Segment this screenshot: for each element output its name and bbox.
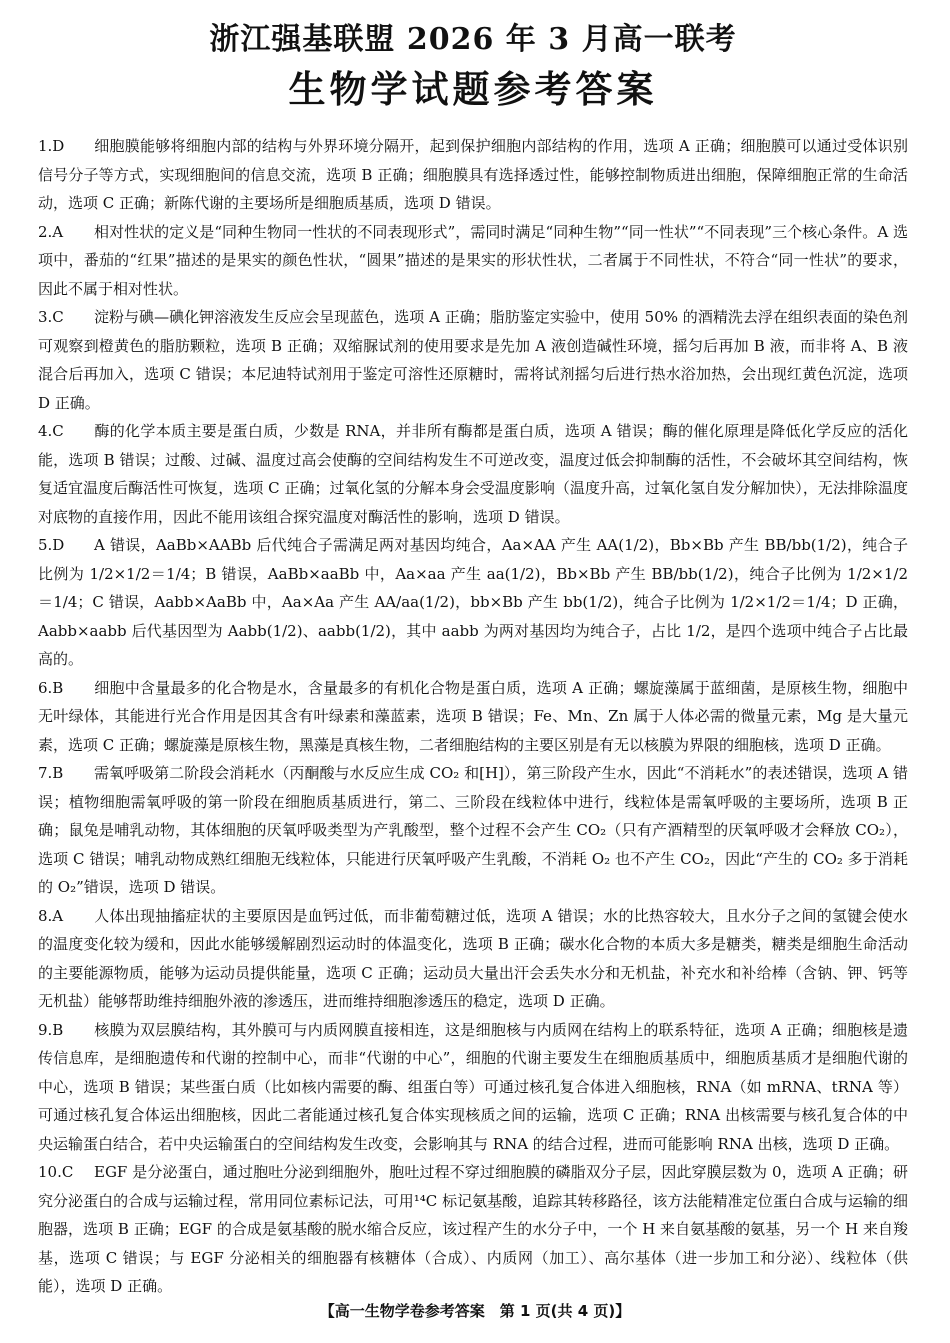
answer-explanation: 细胞膜能够将细胞内部的结构与外界环境分隔开，起到保护细胞内部结构的作用，选项 A 正确；细胞膜可以通过受体识别信号分子等方式，实现细胞间的信息交流，选项 B 正确；细胞膜具有选择透过性，能够控制物质进出细胞，保障细胞正常的生命活动，选项 C 正确；新陈代谢的主要场所是细胞质基质，选项 D 错误。 [38, 137, 908, 212]
exam-title: 浙江强基联盟 2026 年 3 月高一联考 [209, 22, 737, 57]
answer-list [38, 132, 908, 1301]
answer-explanation: 核膜为双层膜结构，其外膜可与内质网膜直接相连，这是细胞核与内质网在结构上的联系特征，选项 A 正确；细胞核是遗传信息库，是细胞遗传和代谢的控制中心，而非“代谢的中心”，细胞的代谢主要发生在细胞质基质中，细胞质基质才是细胞代谢的中心，选项 B 错误；某些蛋白质（比如核内需要的酶、组蛋白等）可通过核孔复合体进入细胞核，RNA（如 mRNA、tRNA 等）可通过核孔复合体运出细胞核，因此二者能通过核孔复合体实现核质之间的运输，选项 C 正确；RNA 出核需要与核孔复合体的中央运输蛋白结合，若中央运输蛋白的空间结构发生改变，会影响其与 RNA 的结合过程，进而可能影响 RNA 出核，选项 D 正确。 [38, 1020, 908, 1153]
answer-item [38, 1016, 908, 1159]
answer-item [38, 902, 908, 1016]
document-title: 生物学试题参考答案 [288, 67, 658, 111]
answer-explanation: 淀粉与碘—碘化钾溶液发生反应会呈现蓝色，选项 A 正确；脂肪鉴定实验中，使用 50% 的酒精洗去浮在组织表面的染色剂可观察到橙黄色的脂肪颗粒，选项 B 正确；双缩脲试剂的使用要求是先加 A 液创造碱性环境，摇匀后再加 B 液，而非将 A、B 液混合后再加入，选项 C 错误；本尼迪特试剂用于鉴定可溶性还原糖时，需将试剂摇匀后进行热水浴加热，会出现红黄色沉淀，选项 D 正确。 [38, 308, 908, 412]
answer-explanation: A 错误，AaBb×AABb 后代纯合子需满足两对基因均纯合，Aa×AA 产生 AA(1/2)，Bb×Bb 产生 BB/bb(1/2)，纯合子比例为 1/2×1/2＝1/4；B 错误，AaBb×aaBb 中，Aa×aa 产生 aa(1/2)，Bb×Bb 产生 BB/bb(1/2)，纯合子比例为 1/2×1/2＝1/4；C 错误，Aabb×AaBb 中，Aa×Aa 产生 AA/aa(1/2)，bb×Bb 产生 bb(1/2)，纯合子比例为 1/2×1/2＝1/4；D 正确，Aabb×aabb 后代基因型为 Aabb(1/2)、aabb(1/2)，其中 aabb 为两对基因均为纯合子，占比 1/2，是四个选项中纯合子占比最高的。 [38, 536, 908, 668]
answer-number: 2.A [38, 222, 64, 241]
answer-number: 8.A [38, 906, 64, 925]
answer-item [38, 531, 908, 674]
answer-item [38, 674, 908, 760]
answer-explanation: 需氧呼吸第二阶段会消耗水（丙酮酸与水反应生成 CO₂ 和[H]），第三阶段产生水，因此“不消耗水”的表述错误，选项 A 错误；植物细胞需氧呼吸的第一阶段在细胞质基质进行，第二、三阶段在线粒体中进行，线粒体是需氧呼吸的主要场所，选项 B 正确；鼠兔是哺乳动物，其体细胞的厌氧呼吸类型为产乳酸型，整个过程不会产生 CO₂（只有产酒精型的厌氧呼吸才会释放 CO₂），选项 C 错误；哺乳动物成熟红细胞无线粒体，只能进行厌氧呼吸产生乳酸，不消耗 O₂ 也不产生 CO₂，因此“产生的 CO₂ 多于消耗的 O₂”错误，选项 D 错误。 [38, 764, 908, 896]
answer-item [38, 759, 908, 902]
answer-item [38, 218, 908, 304]
answer-explanation: 人体出现抽搐症状的主要原因是血钙过低，而非葡萄糖过低，选项 A 错误；水的比热容较大，且水分子之间的氢键会使水的温度变化较为缓和，因此水能够缓解剧烈运动时的体温变化，选项 B 正确；碳水化合物的本质大多是糖类，糖类是细胞生命活动的主要能源物质，能够为运动员提供能量，选项 C 正确；运动员大量出汗会丢失水分和无机盐，补充水和补给棒（含钠、钾、钙等无机盐）能够帮助维持细胞外液的渗透压，进而维持细胞渗透压的稳定，选项 D 正确。 [38, 906, 908, 1010]
answer-item [38, 1158, 908, 1301]
page-footer: 【高一生物学卷参考答案 第 1 页(共 4 页)】 [319, 1302, 631, 1320]
answer-item [38, 417, 908, 531]
answer-explanation: 细胞中含量最多的化合物是水，含量最多的有机化合物是蛋白质，选项 A 正确；螺旋藻属于蓝细菌，是原核生物，细胞中无叶绿体，其能进行光合作用是因其含有叶绿素和藻蓝素，选项 B 错误；Fe、Mn、Zn 属于人体必需的微量元素，Mg 是大量元素，选项 C 正确；螺旋藻是原核生物，黑藻是真核生物，二者细胞结构的主要区别是有无以核膜为界限的细胞核，选项 D 正确。 [38, 678, 908, 754]
answer-number: 1.D [38, 137, 65, 155]
answer-item [38, 303, 908, 417]
answer-number: 9.B [38, 1020, 64, 1039]
answer-number: 3.C [38, 308, 64, 326]
answer-item [38, 132, 908, 218]
answer-explanation: EGF 是分泌蛋白，通过胞吐分泌到细胞外，胞吐过程不穿过细胞膜的磷脂双分子层，因此穿膜层数为 0，选项 A 正确；研究分泌蛋白的合成与运输过程，常用同位素标记法，可用¹⁴C 标记氨基酸，追踪其转移路径，该方法能精准定位蛋白合成与运输的细胞器，选项 B 正确；EGF 的合成是氨基酸的脱水缩合反应，该过程产生的水分子中，一个 H 来自氨基酸的氨基，另一个 H 来自羧基，选项 C 错误；与 EGF 分泌相关的细胞器有核糖体（合成）、内质网（加工）、高尔基体（进一步加工和分泌）、线粒体（供能），选项 D 正确。 [38, 1163, 908, 1295]
answer-number: 6.B [38, 678, 64, 697]
answer-number: 10.C [38, 1163, 74, 1181]
answer-number: 4.C [38, 422, 64, 440]
answer-explanation: 相对性状的定义是“同种生物同一性状的不同表现形式”，需同时满足“同种生物”“同一性状”“不同表现”三个核心条件。A 选项中，番茄的“红果”描述的是果实的颜色性状，“圆果”描述的是果实的形状性状，二者属于不同性状，不符合“同一性状”的要求，因此不属于相对性状。 [38, 222, 908, 298]
answer-number: 5.D [38, 536, 65, 554]
answer-number: 7.B [38, 764, 64, 782]
answer-explanation: 酶的化学本质主要是蛋白质，少数是 RNA，并非所有酶都是蛋白质，选项 A 错误；酶的催化原理是降低化学反应的活化能，选项 B 错误；过酸、过碱、温度过高会使酶的空间结构发生不可逆改变，温度过低会抑制酶的活性，不会破坏其空间结构，恢复适宜温度后酶活性可恢复，选项 C 正确；过氧化氢的分解本身会受温度影响（温度升高，过氧化氢自发分解加快），无法排除温度对底物的直接作用，因此不能用该组合探究温度对酶活性的影响，选项 D 错误。 [38, 422, 908, 526]
